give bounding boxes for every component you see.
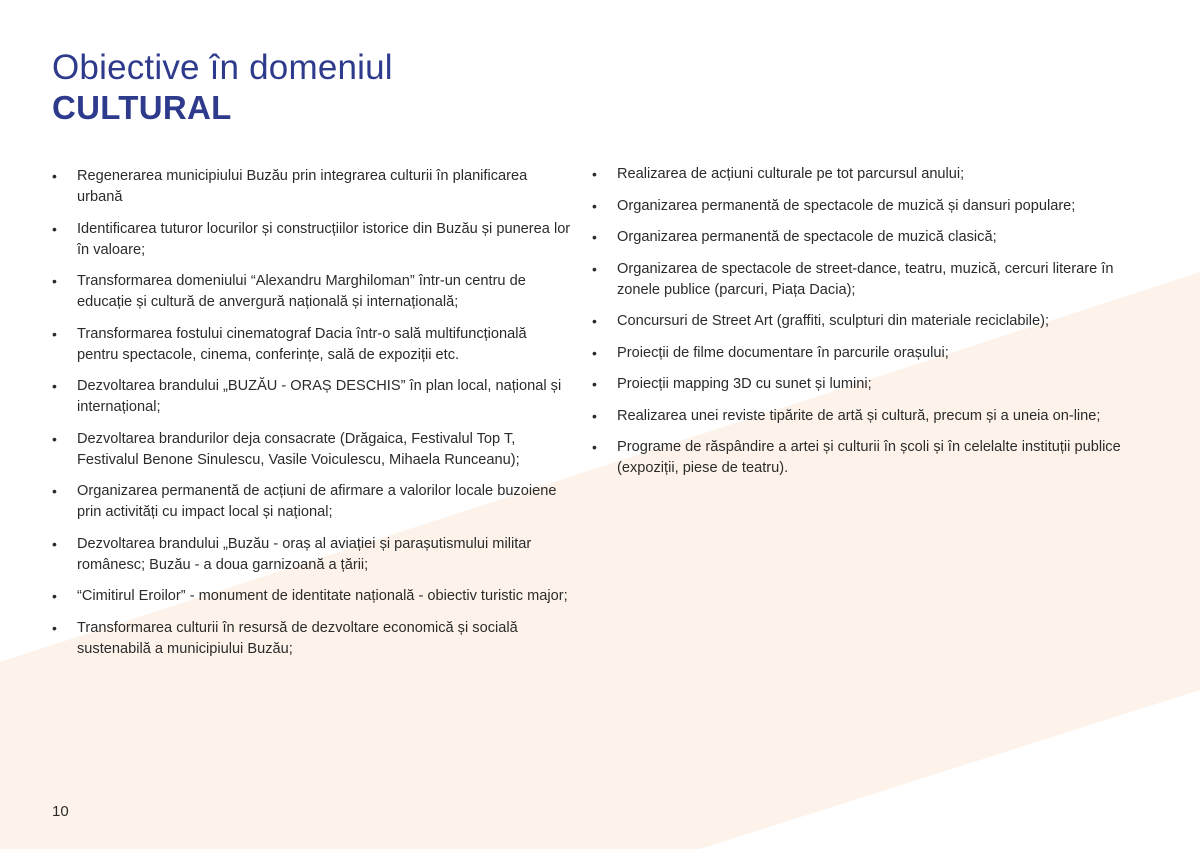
page-title-line2: CULTURAL (52, 89, 232, 126)
list-item-text: Organizarea permanentă de acțiuni de afirmare a valorilor locale buzoiene prin activități cu impact local și național; (77, 483, 557, 520)
list-item-text: Concursuri de Street Art (graffiti, sculpturi din materiale reciclabile); (617, 313, 1050, 329)
bullet-icon: • (52, 483, 57, 499)
list-item-text: Proiecții de filme documentare în parcurile orașului; (617, 344, 949, 361)
bullet-icon: • (52, 619, 57, 636)
bullet-icon: • (592, 313, 597, 329)
list-item-text: Dezvoltarea brandurilor deja consacrate (Drăgaica, Festivalul Top T, Festivalul Benone Sinulescu, Vasile Voiculescu, Mihaela Runceanu); (77, 430, 520, 468)
list-item-text: Identificarea tuturor locurilor și construcțiilor istorice din Buzău și punerea lor în valoare; (77, 220, 571, 258)
bullet-icon: • (52, 378, 57, 394)
list-item (52, 534, 572, 576)
list-item-text: Organizarea permanentă de spectacole de muzică și dansuri populare; (617, 197, 1076, 214)
list-item (52, 166, 572, 208)
list-item (592, 406, 1122, 427)
list-item-text: Realizarea de acțiuni culturale pe tot parcursul anului; (617, 166, 965, 182)
bullet-icon: • (52, 430, 57, 447)
list-item (592, 227, 1122, 248)
list-item (52, 376, 572, 418)
bullet-icon: • (592, 344, 597, 361)
bullet-icon: • (592, 407, 597, 424)
bullet-icon: • (592, 439, 597, 455)
bullet-icon: • (592, 229, 597, 245)
bullet-icon: • (592, 376, 597, 392)
list-item (592, 311, 1122, 332)
list-item (592, 437, 1122, 479)
bullet-icon: • (592, 166, 597, 182)
list-item-text: Programe de răspândire a artei și culturii în școli și în celelalte instituții publice (expoziții, piese de teatru). (617, 439, 1121, 476)
page-number: 10 (52, 803, 69, 820)
list-item-text: “Cimitirul Eroilor” - monument de identitate națională - obiectiv turistic major; (77, 588, 568, 604)
right-objectives-list (592, 164, 1122, 490)
list-item-text: Dezvoltarea brandului „Buzău - oraș al aviației și parașutismului militar românesc; Buzău - a doua garnizoană a țării; (77, 535, 532, 573)
list-item-text: Transformarea culturii în resursă de dezvoltare economică și socială sustenabilă a municipiului Buzău; (77, 619, 518, 657)
list-item (52, 324, 572, 366)
bullet-icon: • (52, 325, 57, 342)
list-item-text: Dezvoltarea brandului „BUZĂU - ORAȘ DESCHIS” în plan local, național și internațional; (77, 378, 562, 415)
page-title (52, 48, 393, 128)
list-item-text: Transformarea fostului cinematograf Dacia într-o sală multifuncțională pentru spectacole, cinema, conferințe, sală de expoziții etc. (77, 325, 527, 363)
list-item-text: Regenerarea municipiului Buzău prin integrarea culturii în planificarea urbană (77, 168, 528, 205)
list-item (52, 586, 572, 607)
bullet-icon: • (592, 197, 597, 214)
page-title-line1: Obiective în domeniul (52, 48, 393, 87)
list-item-text: Organizarea permanentă de spectacole de muzică clasică; (617, 229, 997, 245)
bullet-icon: • (52, 220, 57, 237)
bullet-icon: • (52, 168, 57, 184)
bullet-icon: • (52, 588, 57, 604)
list-item (52, 271, 572, 313)
list-item-text: Realizarea unei reviste tipărite de artă și cultură, precum și a uneia on-line; (617, 407, 1101, 424)
bullet-icon: • (52, 273, 57, 289)
list-item (52, 219, 572, 261)
bullet-icon: • (52, 535, 57, 552)
list-item-text: Organizarea de spectacole de street-dance, teatru, muzică, cercuri literare în zonele publice (parcuri, Piața Dacia); (617, 260, 1114, 298)
list-item-text: Transformarea domeniului “Alexandru Marghiloman” într-un centru de educație și cultură de anvergură națională și internațională; (77, 273, 526, 310)
list-item (52, 429, 572, 471)
left-objectives-list (52, 166, 572, 670)
list-item (52, 481, 572, 523)
list-item (592, 196, 1122, 217)
list-item (592, 259, 1122, 301)
list-item-text: Proiecții mapping 3D cu sunet și lumini; (617, 376, 872, 392)
list-item (52, 618, 572, 660)
list-item (592, 343, 1122, 364)
list-item (592, 374, 1122, 395)
list-item (592, 164, 1122, 185)
bullet-icon: • (592, 260, 597, 277)
